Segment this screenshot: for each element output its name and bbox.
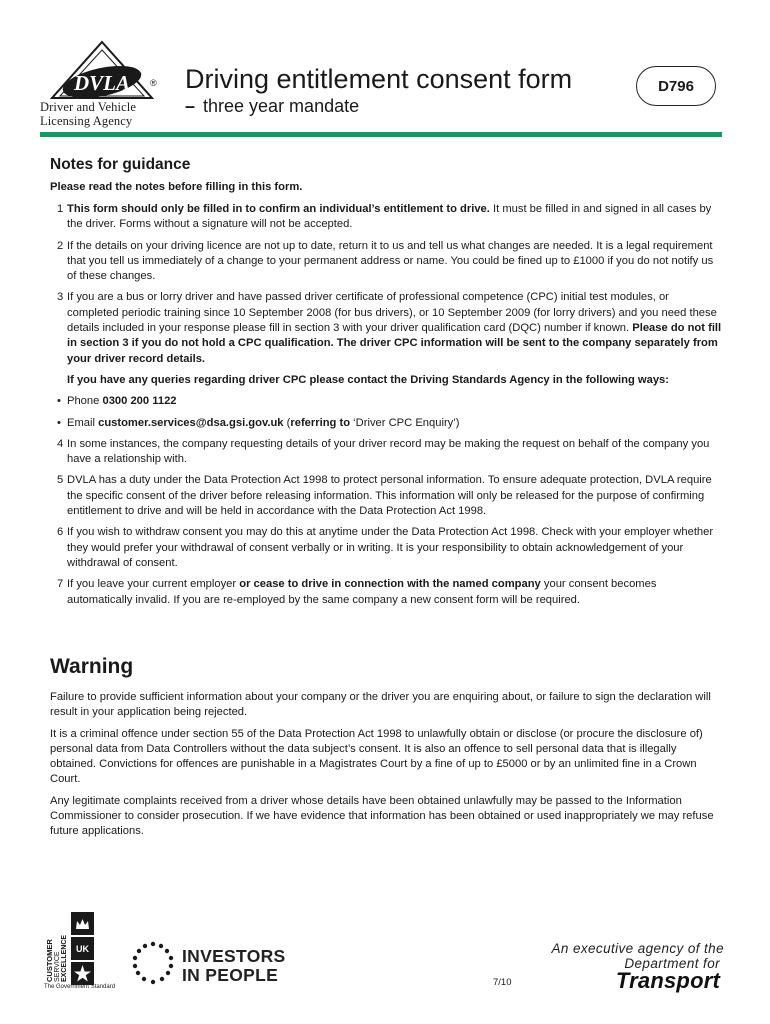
notes-list <box>50 202 722 614</box>
warning-paragraph: It is a criminal offence under section 55 of the Data Protection Act 1998 to unlawfully obtain or disclose (or procure the disclosure of) personal data from Data Controllers without the data subject’s consent. It is also an offence to sell personal data that is illegally obtained. Convictions for offences are punishable in a Magistrates Court by a fine of up to £5000 or by an unlimited fine in a Crown Court. <box>50 727 703 786</box>
note-bold: If you have any queries regarding driver CPC please contact the Driving Standards Agency in the following ways: <box>67 373 669 386</box>
dft-agency-line2: Department for <box>624 956 720 971</box>
note-item-1 <box>50 202 722 233</box>
header-divider <box>40 132 722 137</box>
cpc-contact-intro <box>50 373 722 388</box>
note-number: 1 <box>57 203 64 215</box>
warning-body <box>50 690 722 846</box>
note-number: 7 <box>57 578 64 591</box>
note-text: ( <box>283 416 291 429</box>
dft-transport-wordmark: Transport <box>615 968 720 993</box>
notes-heading: Notes for guidance <box>50 156 191 173</box>
note-number: 4 <box>57 437 64 450</box>
agency-name-line2: Licensing Agency <box>40 114 133 128</box>
note-text: ‘Driver CPC Enquiry’) <box>350 416 460 429</box>
registered-mark: ® <box>150 78 157 88</box>
cse-text-customer: CUSTOMER <box>45 939 54 982</box>
warning-heading: Warning <box>50 655 134 678</box>
note-bold: or cease to drive in connection with the named company <box>239 578 541 591</box>
subtitle-dash: – <box>185 96 196 116</box>
bullet-icon: • <box>57 416 61 429</box>
note-number: 6 <box>57 526 64 539</box>
note-number: 5 <box>57 474 64 487</box>
note-text: Email <box>67 416 99 429</box>
note-item-7 <box>50 577 722 608</box>
bullet-icon: • <box>57 395 61 408</box>
note-text: If the details on your driving licence are not up to date, return it to us and tell us what changes are needed. It is a legal requirement that you tell us immediately of a change to your permanent address or name. You could be fined up to £1000 if you do not notify us of these changes. <box>67 239 714 283</box>
iip-text-line2: IN PEOPLE <box>182 965 279 985</box>
notes-intro: Please read the notes before filling in this form. <box>50 181 303 193</box>
note-bold: Please do not fill in section 3 if you do not hold a CPC qualification. The driver CPC information will be sent to the company separately from your driver record details. <box>67 322 722 365</box>
note-item-5 <box>50 473 722 519</box>
note-item-3 <box>50 290 722 366</box>
iip-text-line1: INVESTORS <box>182 946 286 966</box>
cpc-phone-item <box>50 394 722 409</box>
agency-name-line1: Driver and Vehicle <box>40 100 136 114</box>
subtitle-text: three year mandate <box>203 96 360 116</box>
cpc-email-address: customer.services@dsa.gsi.gov.uk <box>98 416 284 429</box>
page-reference: 7/10 <box>493 977 512 988</box>
note-text: Phone <box>67 395 103 408</box>
cpc-email-item <box>50 416 722 431</box>
investors-in-people-wreath-icon <box>130 940 176 986</box>
page-subtitle <box>185 96 359 117</box>
note-text: If you leave your current employer <box>67 578 240 591</box>
note-item-6 <box>50 525 722 571</box>
note-item-2 <box>50 239 722 285</box>
note-text: If you wish to withdraw consent you may do this at anytime under the Data Protection Act 1998. Check with your employer whether they would prefer your withdrawal of consent verbally or in writing. It is your responsibility to obtain acknowledgement of your withdrawal of consent. <box>67 526 714 569</box>
note-item-4 <box>50 437 722 468</box>
warning-paragraph: Failure to provide sufficient information about your company or the driver you are enquiring about, or failure to sign the declaration will result in your application being rejected. <box>50 691 711 719</box>
note-text: In some instances, the company requesting details of your driver record may be making the request on behalf of the company you have a relationship with. <box>67 437 710 466</box>
note-number: 3 <box>57 291 64 304</box>
logo-text: DVLA <box>73 71 131 95</box>
cse-uk-label: UK <box>76 944 89 954</box>
cpc-phone-number: 0300 200 1122 <box>102 395 177 408</box>
form-code-badge: D796 <box>636 66 716 106</box>
note-number: 2 <box>57 239 64 252</box>
cse-text-service: SERVICE <box>54 951 61 982</box>
note-text: your consent becomes automatically invalid. If you are re-employed by the same company a new consent form will be required. <box>67 578 657 606</box>
page-title: Driving entitlement consent form <box>185 64 573 94</box>
dft-agency-line1: An executive agency of the <box>551 941 724 956</box>
cse-caption: The Government Standard <box>44 984 116 990</box>
note-bold: This form should only be filled in to confirm an individual’s entitlement to drive. <box>67 203 490 215</box>
note-text: DVLA has a duty under the Data Protection Act 1998 to protect personal information. To ensure adequate protection, DVLA require the specific consent of the driver before releasing information. This information will only be released for the purpose of confirming entitlement to drive and will be held in accordance with the Data Protection Act 1998. <box>67 474 712 518</box>
customer-service-excellence-logo <box>44 912 100 990</box>
warning-paragraph: Any legitimate complaints received from a driver whose details have been obtained unlawfully may be passed to the Information Commissioner to consider prosecution. If we have evidence that information has been obtained or used inappropriately we may refuse future applications. <box>50 794 714 838</box>
note-bold: referring to <box>290 416 351 429</box>
cse-text-excellence: EXCELLENCE <box>61 934 68 982</box>
note-text: If you are a bus or lorry driver and have passed driver certificate of professional competence (CPC) initial test modules, or completed periodic training since 10 September 2008 (for bus drivers), or 10 September 2009 (for lorry drivers) and you need these details included in your response please fill in section 3 with your driver qualification card (DQC) number if known. <box>67 291 717 335</box>
note-text: It must be filled in and signed in all cases by the driver. Forms without a signature will not be accepted. <box>67 203 712 231</box>
